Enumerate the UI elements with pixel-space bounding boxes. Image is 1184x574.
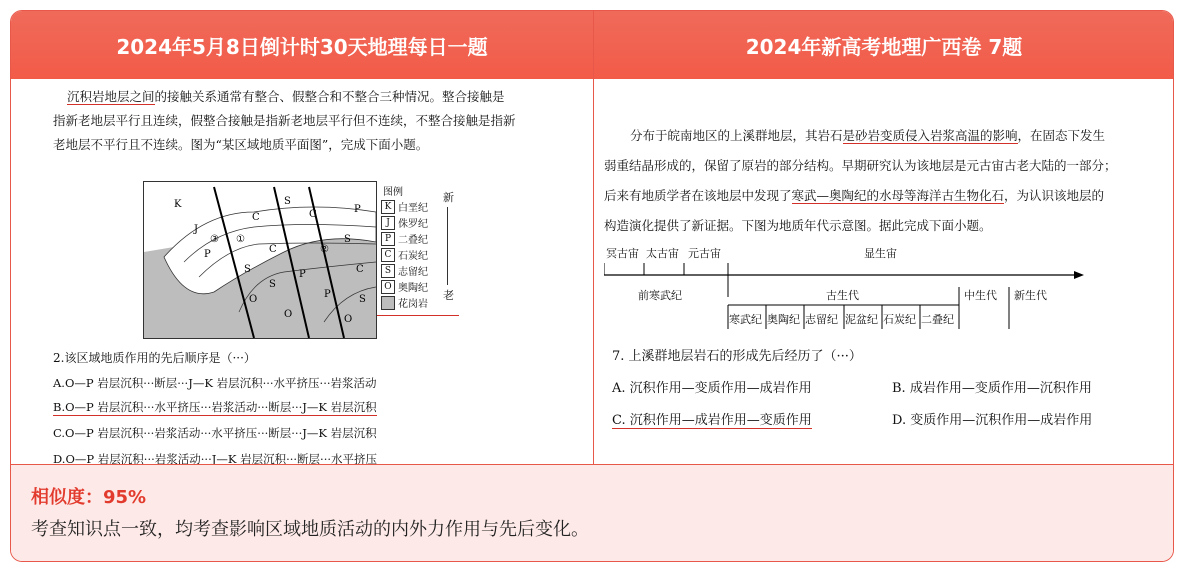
map-label: C xyxy=(269,244,277,255)
map-label: S xyxy=(244,264,251,275)
eon-label: 显生宙 xyxy=(864,247,897,260)
right-title: 2024年新高考地理广西卷 7题 xyxy=(594,11,1174,79)
period-label: 石炭纪 xyxy=(883,313,916,326)
eon-label: 元古宙 xyxy=(688,247,721,260)
age-arrow xyxy=(447,207,448,285)
option-d: D. 变质作用—沉积作用—成岩作用 xyxy=(892,413,1093,428)
period-label: 奥陶纪 xyxy=(767,313,800,326)
era-label: 中生代 xyxy=(964,289,997,302)
era-label: 前寒武纪 xyxy=(638,289,682,302)
map-label: S xyxy=(269,279,276,290)
similarity-description: 考查知识点一致，均考查影响区域地质活动的内外力作用与先后变化。 xyxy=(31,519,589,540)
map-label: C xyxy=(356,264,364,275)
left-title: 2024年5月8日倒计时30天地理每日一题 xyxy=(11,11,593,79)
right-question-panel xyxy=(594,79,1174,464)
legend-item: 花岗岩 xyxy=(381,295,428,310)
map-label: P xyxy=(324,289,331,300)
option-a: A.O—P 岩层沉积···断层···J—K 岩层沉积···水平挤压···岩浆活动 xyxy=(53,376,377,390)
legend-item: S 志留纪 xyxy=(381,263,428,278)
map-label: O xyxy=(344,314,353,325)
option-c: C. 沉积作用—成岩作用—变质作用 xyxy=(612,409,812,429)
legend-item: C 石炭纪 xyxy=(381,247,428,262)
summary-footer xyxy=(11,464,1174,562)
legend-underline xyxy=(377,315,459,316)
map-label: K xyxy=(174,199,182,210)
eon-label: 冥古宙 xyxy=(606,247,639,260)
left-question-panel: 沉积岩地层之间的接触关系通常有整合、假整合和不整合三种情况。整合接触是 指新老地层平行且连续，假整合接触是指新老地层平行但不连续，不整合接触是指新 老地层不平行且不连续。图为“某区域地质平面图”，完成下面小题。 K J ③ ① C P C S S O S O C P ② S C P O S P 图例 K 白垩纪 J 侏罗纪 P 二叠纪 C 石炭纪 S 志留纪 O 奥陶纪 花岗岩 新 老 2.该区域地质作用的先后顺序是（···） A.O—P 岩层沉积···断层···J—K 岩层沉积···水平挤压···岩浆活动 B.O—P 岩层沉积···水平挤压···岩浆活动···断层···J—K 岩层沉积 C.O—P 岩层沉积···岩浆活动···水平挤压···断层···J—K 岩层沉积 D.O—P 岩层沉积···岩浆活动···J—K 岩层沉积···断层···水平挤压 xyxy=(11,79,593,464)
legend-item: O 奥陶纪 xyxy=(381,279,428,294)
left-question: 2.该区域地质作用的先后顺序是（···） xyxy=(53,351,256,365)
underlined-phrase: 沉积岩地层之间 xyxy=(67,89,155,104)
map-label: C xyxy=(252,212,260,223)
period-label: 二叠纪 xyxy=(921,313,954,326)
right-intro: 分布于皖南地区的上溪群地层，其岩石是砂岩变质侵入岩浆高温的影响，在固态下发生 弱重结晶形成的，保留了原岩的部分结构。早期研究认为该地层是元古宙古老大陆的一部分； 后来有地质学者在该地层中发现了寒武—奥陶纪的水母等海洋古生物化石，为认识该地层的 构造演化提供了新证据。下图为地质年代示意图。据此完成下面小题。 xyxy=(604,128,1117,233)
legend-item: K 白垩纪 xyxy=(381,199,428,214)
option-b: B. 成岩作用—变质作用—沉积作用 xyxy=(892,381,1092,396)
map-label: O xyxy=(284,309,293,320)
period-label: 泥盆纪 xyxy=(845,313,878,326)
comparison-card xyxy=(10,10,1174,562)
granite-swatch xyxy=(381,296,395,310)
left-intro: 沉积岩地层之间的接触关系通常有整合、假整合和不整合三种情况。整合接触是 指新老地层平行且连续，假整合接触是指新老地层平行但不连续，不整合接触是指新 老地层不平行且不连续。图为“某区域地质平面图”，完成下面小题。 xyxy=(53,89,516,152)
geologic-map xyxy=(143,181,377,339)
geologic-map-drawing xyxy=(144,182,376,338)
option-d: D.O—P 岩层沉积···岩浆活动···J—K 岩层沉积···断层···水平挤压 xyxy=(53,452,378,464)
underlined-phrase: 寒武—奥陶纪的水母等海洋古生物化石 xyxy=(791,188,1005,203)
era-label: 新生代 xyxy=(1014,289,1047,302)
map-label: C xyxy=(309,209,317,220)
period-label: 寒武纪 xyxy=(729,313,762,326)
map-label: J xyxy=(194,224,199,235)
map-label: ① xyxy=(236,234,245,245)
option-c: C.O—P 岩层沉积···岩浆活动···水平挤压···断层···J—K 岩层沉积 xyxy=(53,426,377,440)
similarity-score: 相似度：95% xyxy=(31,487,147,508)
period-label: 志留纪 xyxy=(805,313,838,326)
era-label: 古生代 xyxy=(826,289,859,302)
map-label: P xyxy=(204,249,211,260)
legend-item: P 二叠纪 xyxy=(381,231,428,246)
map-label: ② xyxy=(320,244,329,255)
map-label: P xyxy=(299,269,306,280)
map-label: ③ xyxy=(210,234,219,245)
eon-label: 太古宙 xyxy=(646,247,679,260)
geologic-timeline xyxy=(604,245,1084,335)
map-label: S xyxy=(359,294,366,305)
right-question: 7. 上溪群地层岩石的形成先后经历了（···） xyxy=(612,349,862,364)
legend-item: J 侏罗纪 xyxy=(381,215,428,230)
map-label: O xyxy=(249,294,258,305)
option-b: B.O—P 岩层沉积···水平挤压···岩浆活动···断层···J—K 岩层沉积 xyxy=(53,400,377,414)
map-label: P xyxy=(354,204,361,215)
map-label: S xyxy=(344,234,351,245)
option-a: A. 沉积作用—变质作用—成岩作用 xyxy=(612,381,812,396)
underlined-phrase: 是砂岩变质侵入岩浆高温的影响 xyxy=(842,128,1018,143)
map-label: S xyxy=(284,196,291,207)
